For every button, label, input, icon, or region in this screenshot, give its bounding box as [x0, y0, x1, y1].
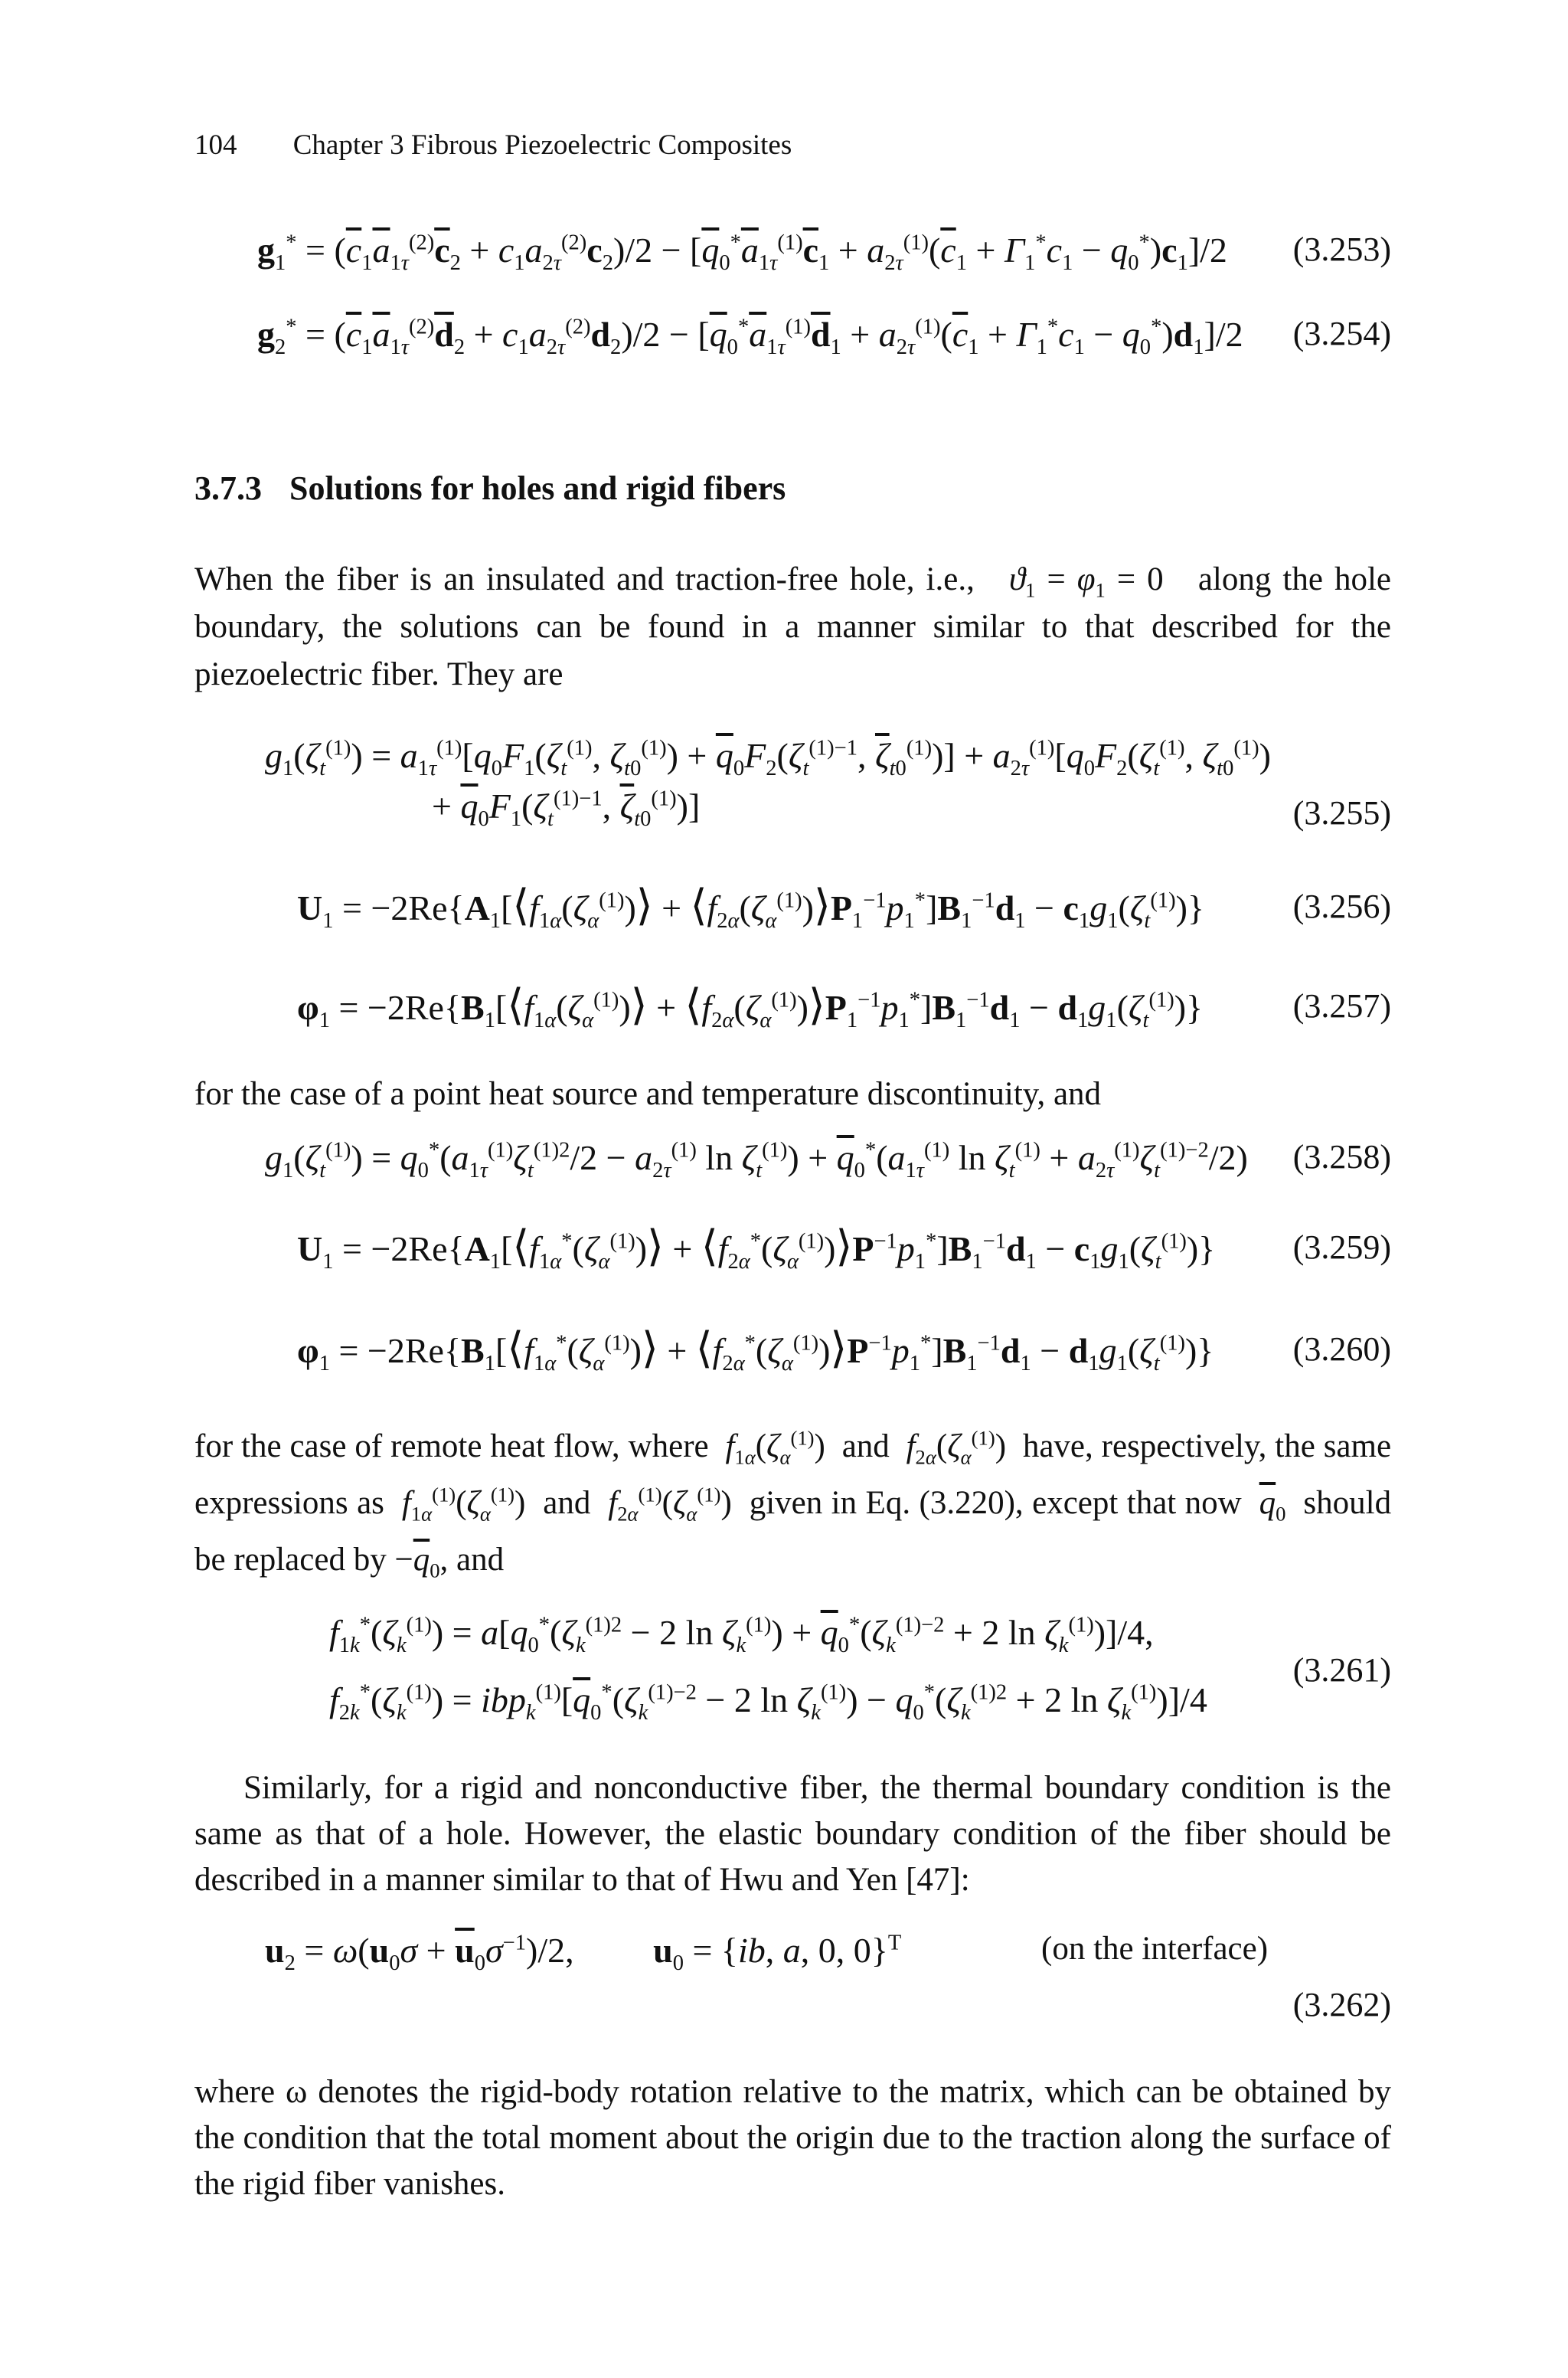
paragraph-point-source: for the case of a point heat source and temperature discontinuity, and — [194, 1076, 1102, 1112]
equation-number: (3.258) — [1292, 1138, 1391, 1176]
equation-3-254: $g_2^* = (\overline{c}_1\overline{a}_{1\tau}^{(2)}\overline{d}_2 + c_1a_{2\tau}^{(2)}d_2)/2 - [\overline{q}_0^*\overline{a}_{1\tau}^{(1)}\overline{d}_1 + a_{2\tau}^{(1)}(\overline{c}_1 + \Gamma_1^*c_1 - q_0^*)d_1]/2$ (3.254) — [257, 315, 1391, 360]
equation-number: (3.261) — [1292, 1651, 1391, 1689]
equation-number: (3.259) — [1292, 1228, 1391, 1266]
equation-number: (3.257) — [1292, 987, 1391, 1025]
equation-3-257: $\varphi_1$ = $-2Re\{B_1[⟨f_{1\alpha}(\zeta_\alpha^{(1)})⟩$ + $⟨f_{2\alpha}(\zeta_\alpha^{(1)})⟩P_1^{-1}p_1^*]B_1^{-1}d_1 - d_1g_1(\zeta_t^{(1)})$} (3.257) — [297, 982, 1391, 1033]
equation-3-255: $g_1(\zeta_t^{(1)}) = a_{1\tau}^{(1)}[q_0F_1(\zeta_t^{(1)}$, $\zeta_{t0}^{(1)}) + \overline{q}_0F_2(\zeta_t^{(1)-1}$, $\overline{\zeta}_{t0}^{(1)})] + a_{2\tau}^{(1)}[q_0F_2(\zeta_t^{(1)}$, $\zeta_{t0}^{(1)}$) + $\overline{q}_0F_1(\zeta_t^{(1)-1}$, $\overline{\zeta}_{t0}^{(1)}$)] (3.255) — [265, 736, 1391, 832]
equation-number: (3.256) — [1292, 888, 1391, 925]
equation-3-253: $g_1^* = (\overline{c}_1\overline{a}_{1\tau}^{(2)}\overline{c}_2 + c_1a_{2\tau}^{(2)}c_2)/2 - [\overline{q}_0^*\overline{a}_{1\tau}^{(1)}\overline{c}_1 + a_{2\tau}^{(1)}(\overline{c}_1 + \Gamma_1^*c_1 - q_0^*)c_1]/2$ (3.253) — [257, 231, 1391, 276]
section-heading: 3.7.3 Solutions for holes and rigid fibers — [194, 469, 786, 507]
chapter-title: Chapter 3 Fibrous Piezoelectric Composites — [292, 129, 792, 161]
page-number: 104 — [194, 129, 237, 161]
equation-number: (3.255) — [1292, 794, 1391, 832]
running-header — [194, 129, 792, 162]
equation-3-261: $f_{1k}^*(\zeta_k^{(1)}) = a[q_0^*(\zeta_k^{(1)2} - 2$ $\ln \zeta_k^{(1)}) + \overline{q}_0^*(\zeta_k^{(1)-2} + 2$ $\ln \zeta_k^{(1)})]/4$, $f_{2k}^*(\zeta_k^{(1)}) = ibp_k^{(1)}[\overline{q}_0^*(\zeta_k^{(1)-2} - 2$ $\ln \zeta_k^{(1)}) - q_0^*(\zeta_k^{(1)2} + 2$ $\ln \zeta_k^{(1)})]/4$ (3.261) — [329, 1613, 1391, 1725]
interface-note: (on the interface) — [1041, 1931, 1269, 1967]
equation-3-262: $u_2 = \omega(u_0\sigma + \overline{u}_0\sigma^{-1})/2$, $u_0 = \{ib$, a, 0, 0}$^T$ (on the interface) (3.262) — [265, 1931, 1391, 2023]
paragraph-remote-heat-flow: for the case of remote heat flow, where $f_{1\alpha}(\zeta_\alpha^{(1)})$ and $f_{2\alpha}(\zeta_\alpha^{(1)})$ have, respectively, the same expressions as $f_{1\alpha}^{(1)}(\zeta_\alpha^{(1)})$ and $f_{2\alpha}^{(1)}(\zeta_\alpha^{(1)})$ given in Eq. (3.220), except that now $\overline{q}_0$ should be replaced by $-\overline{q}_0$, and — [194, 1426, 1392, 1582]
inline-math: $ϑ_1 = \varphi_1 = 0$ — [1008, 561, 1187, 602]
equation-number: (3.262) — [1292, 1986, 1391, 2023]
equation-3-259: $U_1$ = $-2Re\{A_1[⟨f_{1\alpha}^*(\zeta_\alpha^{(1)})⟩$ + $⟨f_{2\alpha}^*(\zeta_\alpha^{(1)})⟩P^{-1}p_1^*]B_1^{-1}d_1 - c_1g_1(\zeta_t^{(1)})$} (3.259) — [297, 1223, 1391, 1274]
paragraph-hole-intro: When the fiber is an insulated and traction-free hole, i.e., $ϑ_1 = \varphi_1 = 0$ along the hole boundary, the solutions can be found in a manner similar to that described for the piezoelectric fiber. They are — [194, 561, 1391, 692]
equation-number: (3.253) — [1292, 231, 1391, 268]
paragraph-rigid-fiber: Similarly, for a rigid and nonconductive fiber, the thermal boundary condition is the same as that of a hole. However, the elastic boundary condition of the fiber should be described in a manner similar to that of Hwu and Yen [47]: — [194, 1770, 1391, 1898]
equation-3-256: $U_1$ = $-2Re\{A_1[⟨f_{1\alpha}(\zeta_\alpha^{(1)})⟩$ + $⟨f_{2\alpha}(\zeta_\alpha^{(1)})⟩P_1^{-1}p_1^*]B_1^{-1}d_1 - c_1g_1(\zeta_t^{(1)})$} (3.256) — [297, 882, 1391, 934]
paragraph-rigid-rotation: where ω denotes the rigid-body rotation relative to the matrix, which can be obtained by the condition that the total moment about the origin due to the traction along the surface of the rigid fiber vanishes. — [194, 2074, 1391, 2202]
equation-number: (3.254) — [1292, 315, 1391, 352]
equation-number: (3.260) — [1292, 1330, 1391, 1368]
equation-3-258: $g_1(\zeta_t^{(1)}) = q_0^*(a_{1\tau}^{(1)}\zeta_t^{(1)2}/2 - a_{2\tau}^{(1)}$ $\ln \zeta_t^{(1)}) + \overline{q}_0^*(a_{1\tau}^{(1)}$ $\ln \zeta_t^{(1)} + a_{2\tau}^{(1)}\zeta_t^{(1)-2}/2$) (3.258) — [265, 1138, 1391, 1183]
equation-3-260: $\varphi_1$ = $-2Re\{B_1[⟨f_{1\alpha}^*(\zeta_\alpha^{(1)})⟩$ + $⟨f_{2\alpha}^*(\zeta_\alpha^{(1)})⟩P^{-1}p_1^*]B_1^{-1}d_1 - d_1g_1(\zeta_t^{(1)})$} (3.260) — [297, 1325, 1391, 1376]
